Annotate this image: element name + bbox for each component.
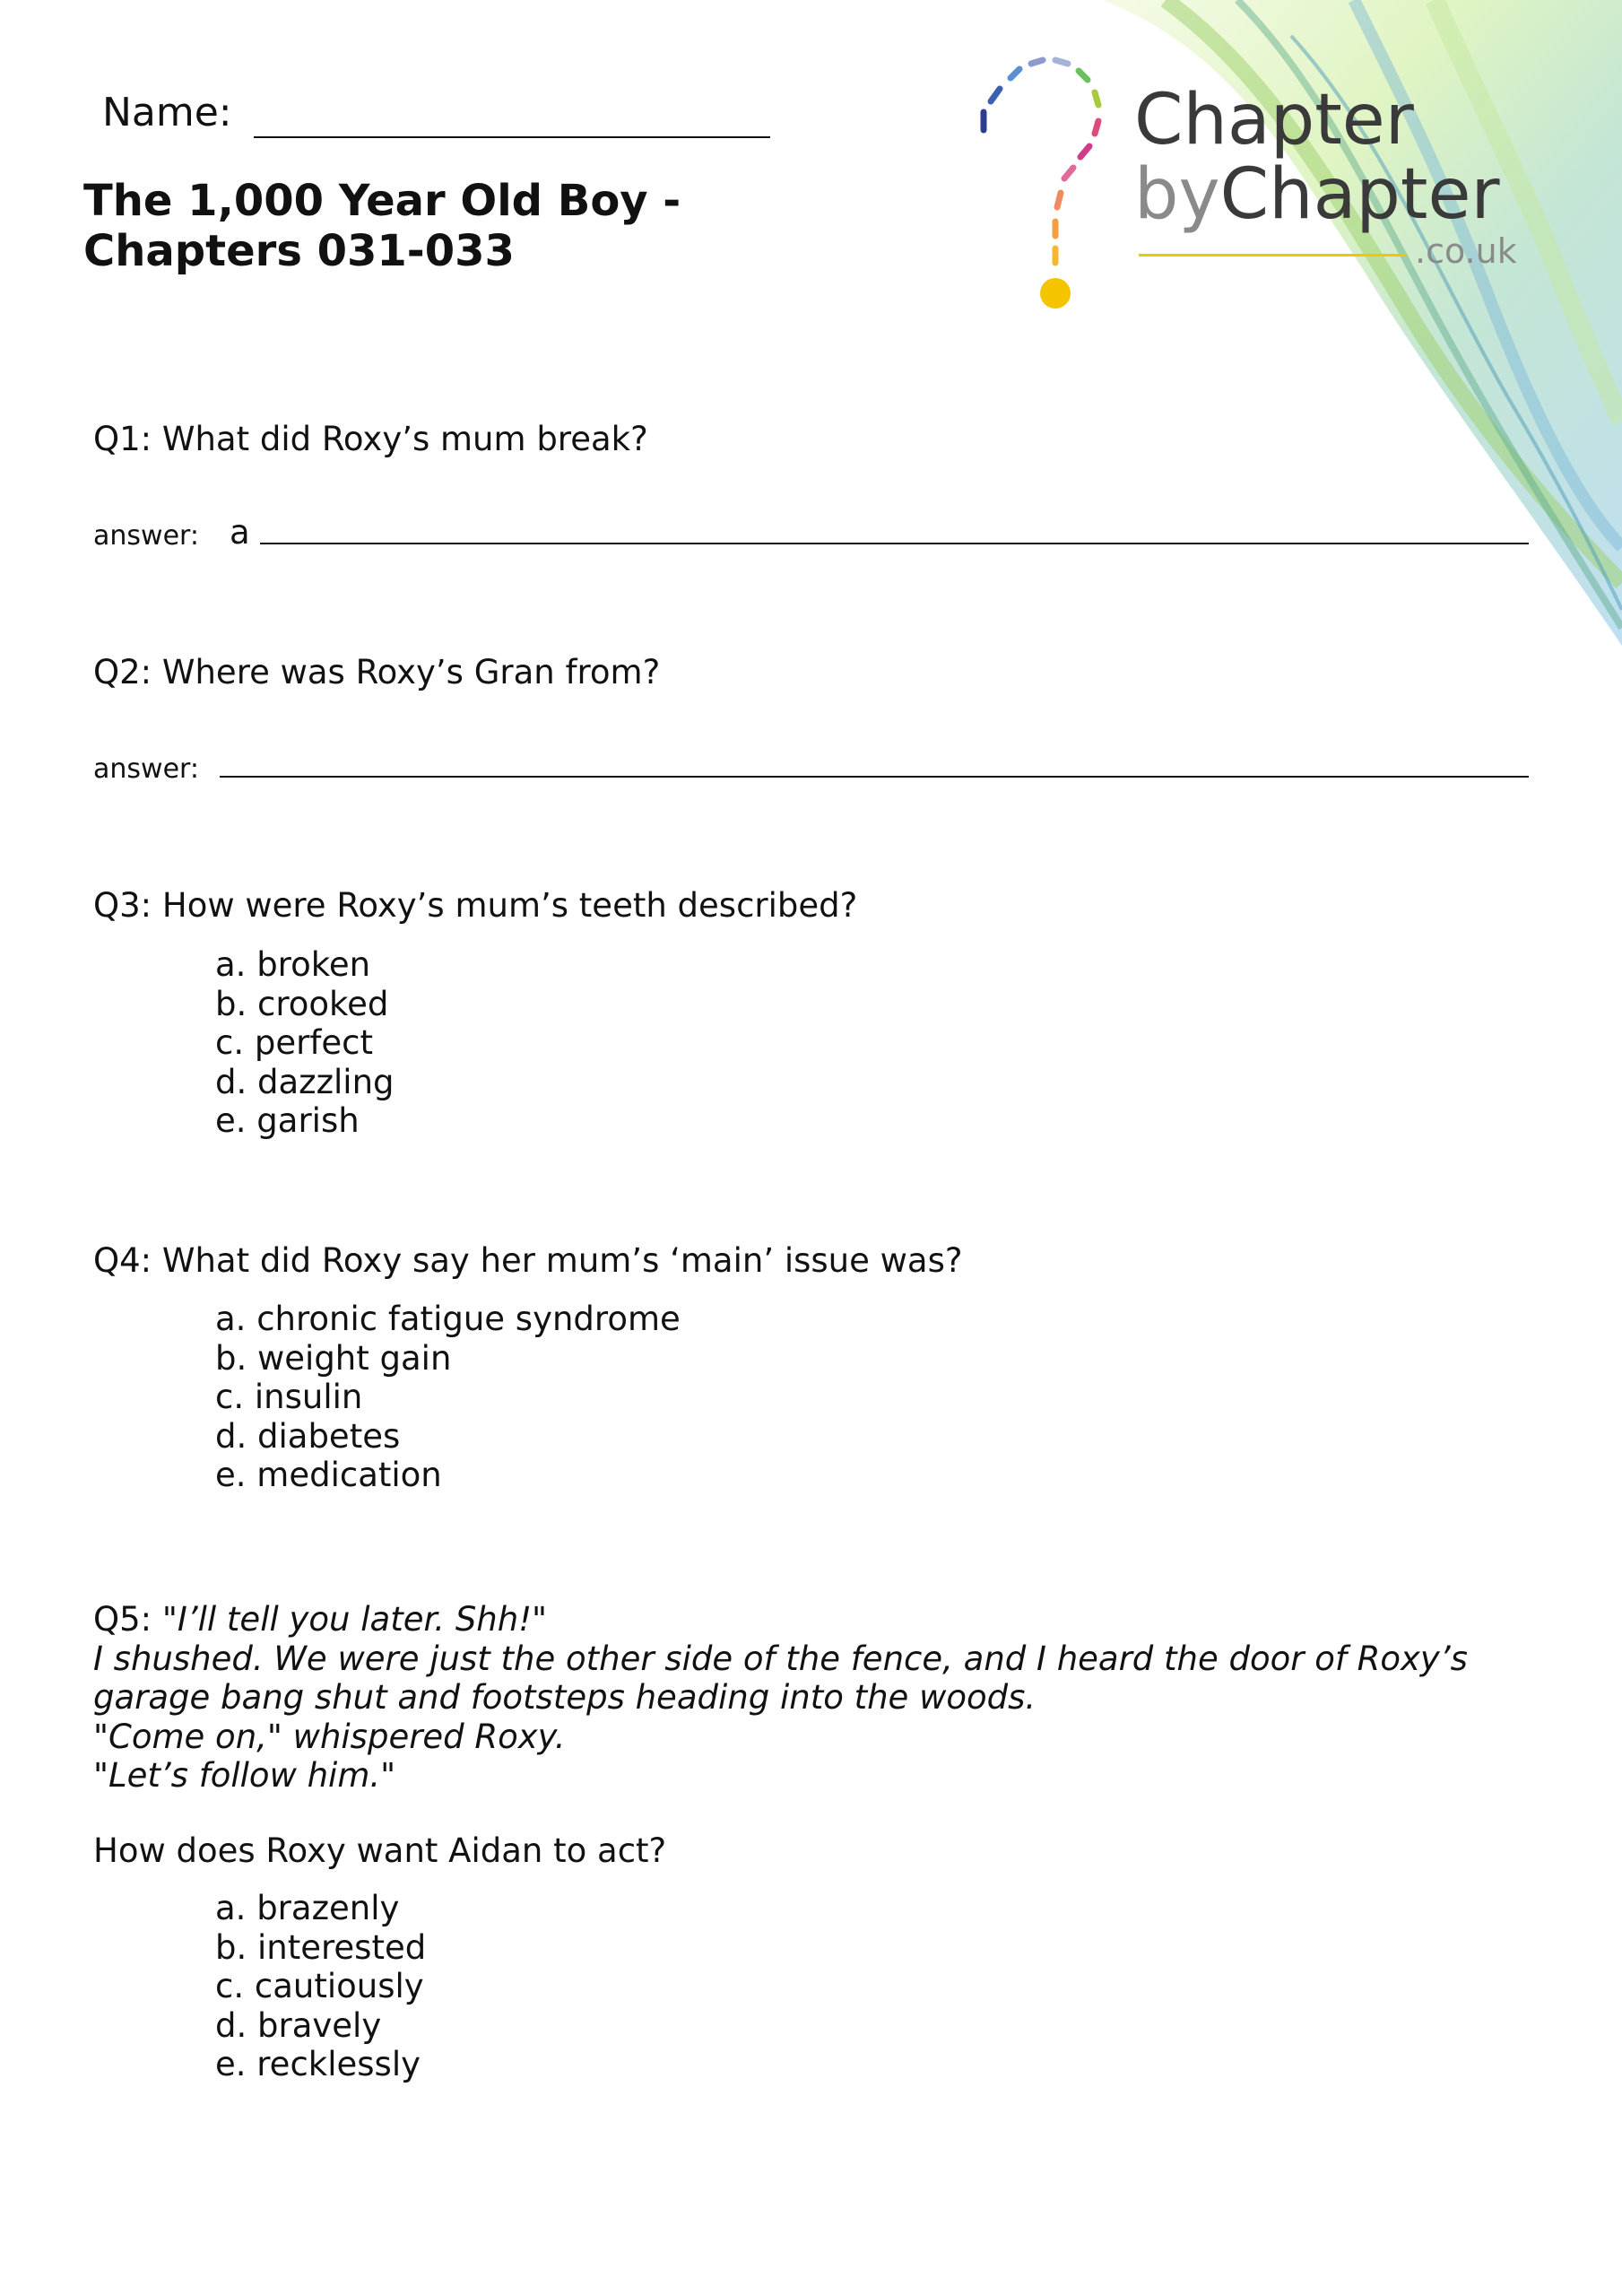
option-4d[interactable]: d. diabetes xyxy=(215,1416,401,1456)
answer-value-1: a xyxy=(230,513,250,552)
question-5-passage xyxy=(93,1600,1468,1796)
answer-line-2[interactable] xyxy=(220,776,1529,778)
option-3c[interactable]: c. perfect xyxy=(215,1023,373,1062)
logo-underline xyxy=(1139,254,1408,257)
question-5: How does Roxy want Aidan to act? xyxy=(93,1831,667,1870)
option-5b[interactable]: b. interested xyxy=(215,1927,427,1967)
option-4b[interactable]: b. weight gain xyxy=(215,1338,452,1378)
logo-text-chapter-2: Chapter xyxy=(1219,154,1500,235)
options-3 xyxy=(215,945,395,1141)
options-4 xyxy=(215,1300,681,1495)
question-3: Q3: How were Roxy’s mum’s teeth described? xyxy=(93,886,858,925)
option-5e[interactable]: e. recklessly xyxy=(215,2045,421,2083)
option-5c[interactable]: c. cautiously xyxy=(215,1967,424,2005)
title-line-2: Chapters 031-033 xyxy=(83,226,515,276)
logo-text-bychapter xyxy=(1134,154,1500,235)
name-label: Name: xyxy=(102,90,232,135)
option-4e[interactable]: e. medication xyxy=(215,1456,442,1494)
chapter-logo-icon xyxy=(964,49,1125,318)
answer-label-2: answer: xyxy=(93,753,199,785)
question-5-prefix: Q5: xyxy=(93,1600,152,1639)
quote-line-5: "Let’s follow him." xyxy=(93,1756,396,1795)
worksheet-title xyxy=(83,176,681,276)
options-5 xyxy=(215,1889,426,2084)
question-4: Q4: What did Roxy say her mum’s ‘main’ issue was? xyxy=(93,1241,963,1280)
option-5d[interactable]: d. bravely xyxy=(215,2005,382,2045)
answer-line-1[interactable] xyxy=(260,543,1529,544)
option-3d[interactable]: d. dazzling xyxy=(215,1062,395,1101)
answer-label-1: answer: xyxy=(93,520,199,552)
logo-text-chapter: Chapter xyxy=(1134,80,1414,161)
quote-line-4: "Come on," whispered Roxy. xyxy=(93,1717,566,1756)
option-3b[interactable]: b. crooked xyxy=(215,984,389,1023)
name-field-line[interactable] xyxy=(254,136,770,138)
option-5a[interactable]: a. brazenly xyxy=(215,1889,400,1927)
question-2: Q2: Where was Roxy’s Gran from? xyxy=(93,653,661,691)
question-1: Q1: What did Roxy’s mum break? xyxy=(93,420,648,458)
option-4c[interactable]: c. insulin xyxy=(215,1378,363,1416)
logo-text-by: by xyxy=(1134,154,1220,235)
option-3a[interactable]: a. broken xyxy=(215,945,371,984)
quote-line-1: "I’ll tell you later. Shh!" xyxy=(161,1600,548,1639)
logo-domain: .co.uk xyxy=(1415,231,1517,271)
option-3e[interactable]: e. garish xyxy=(215,1101,360,1140)
quote-line-3: garage bang shut and footsteps heading into the woods. xyxy=(93,1678,1037,1717)
title-line-1: The 1,000 Year Old Boy - xyxy=(83,176,681,226)
quote-line-2: I shushed. We were just the other side of the fence, and I heard the door of Roxy’s xyxy=(93,1639,1468,1678)
option-4a[interactable]: a. chronic fatigue syndrome xyxy=(215,1300,681,1338)
